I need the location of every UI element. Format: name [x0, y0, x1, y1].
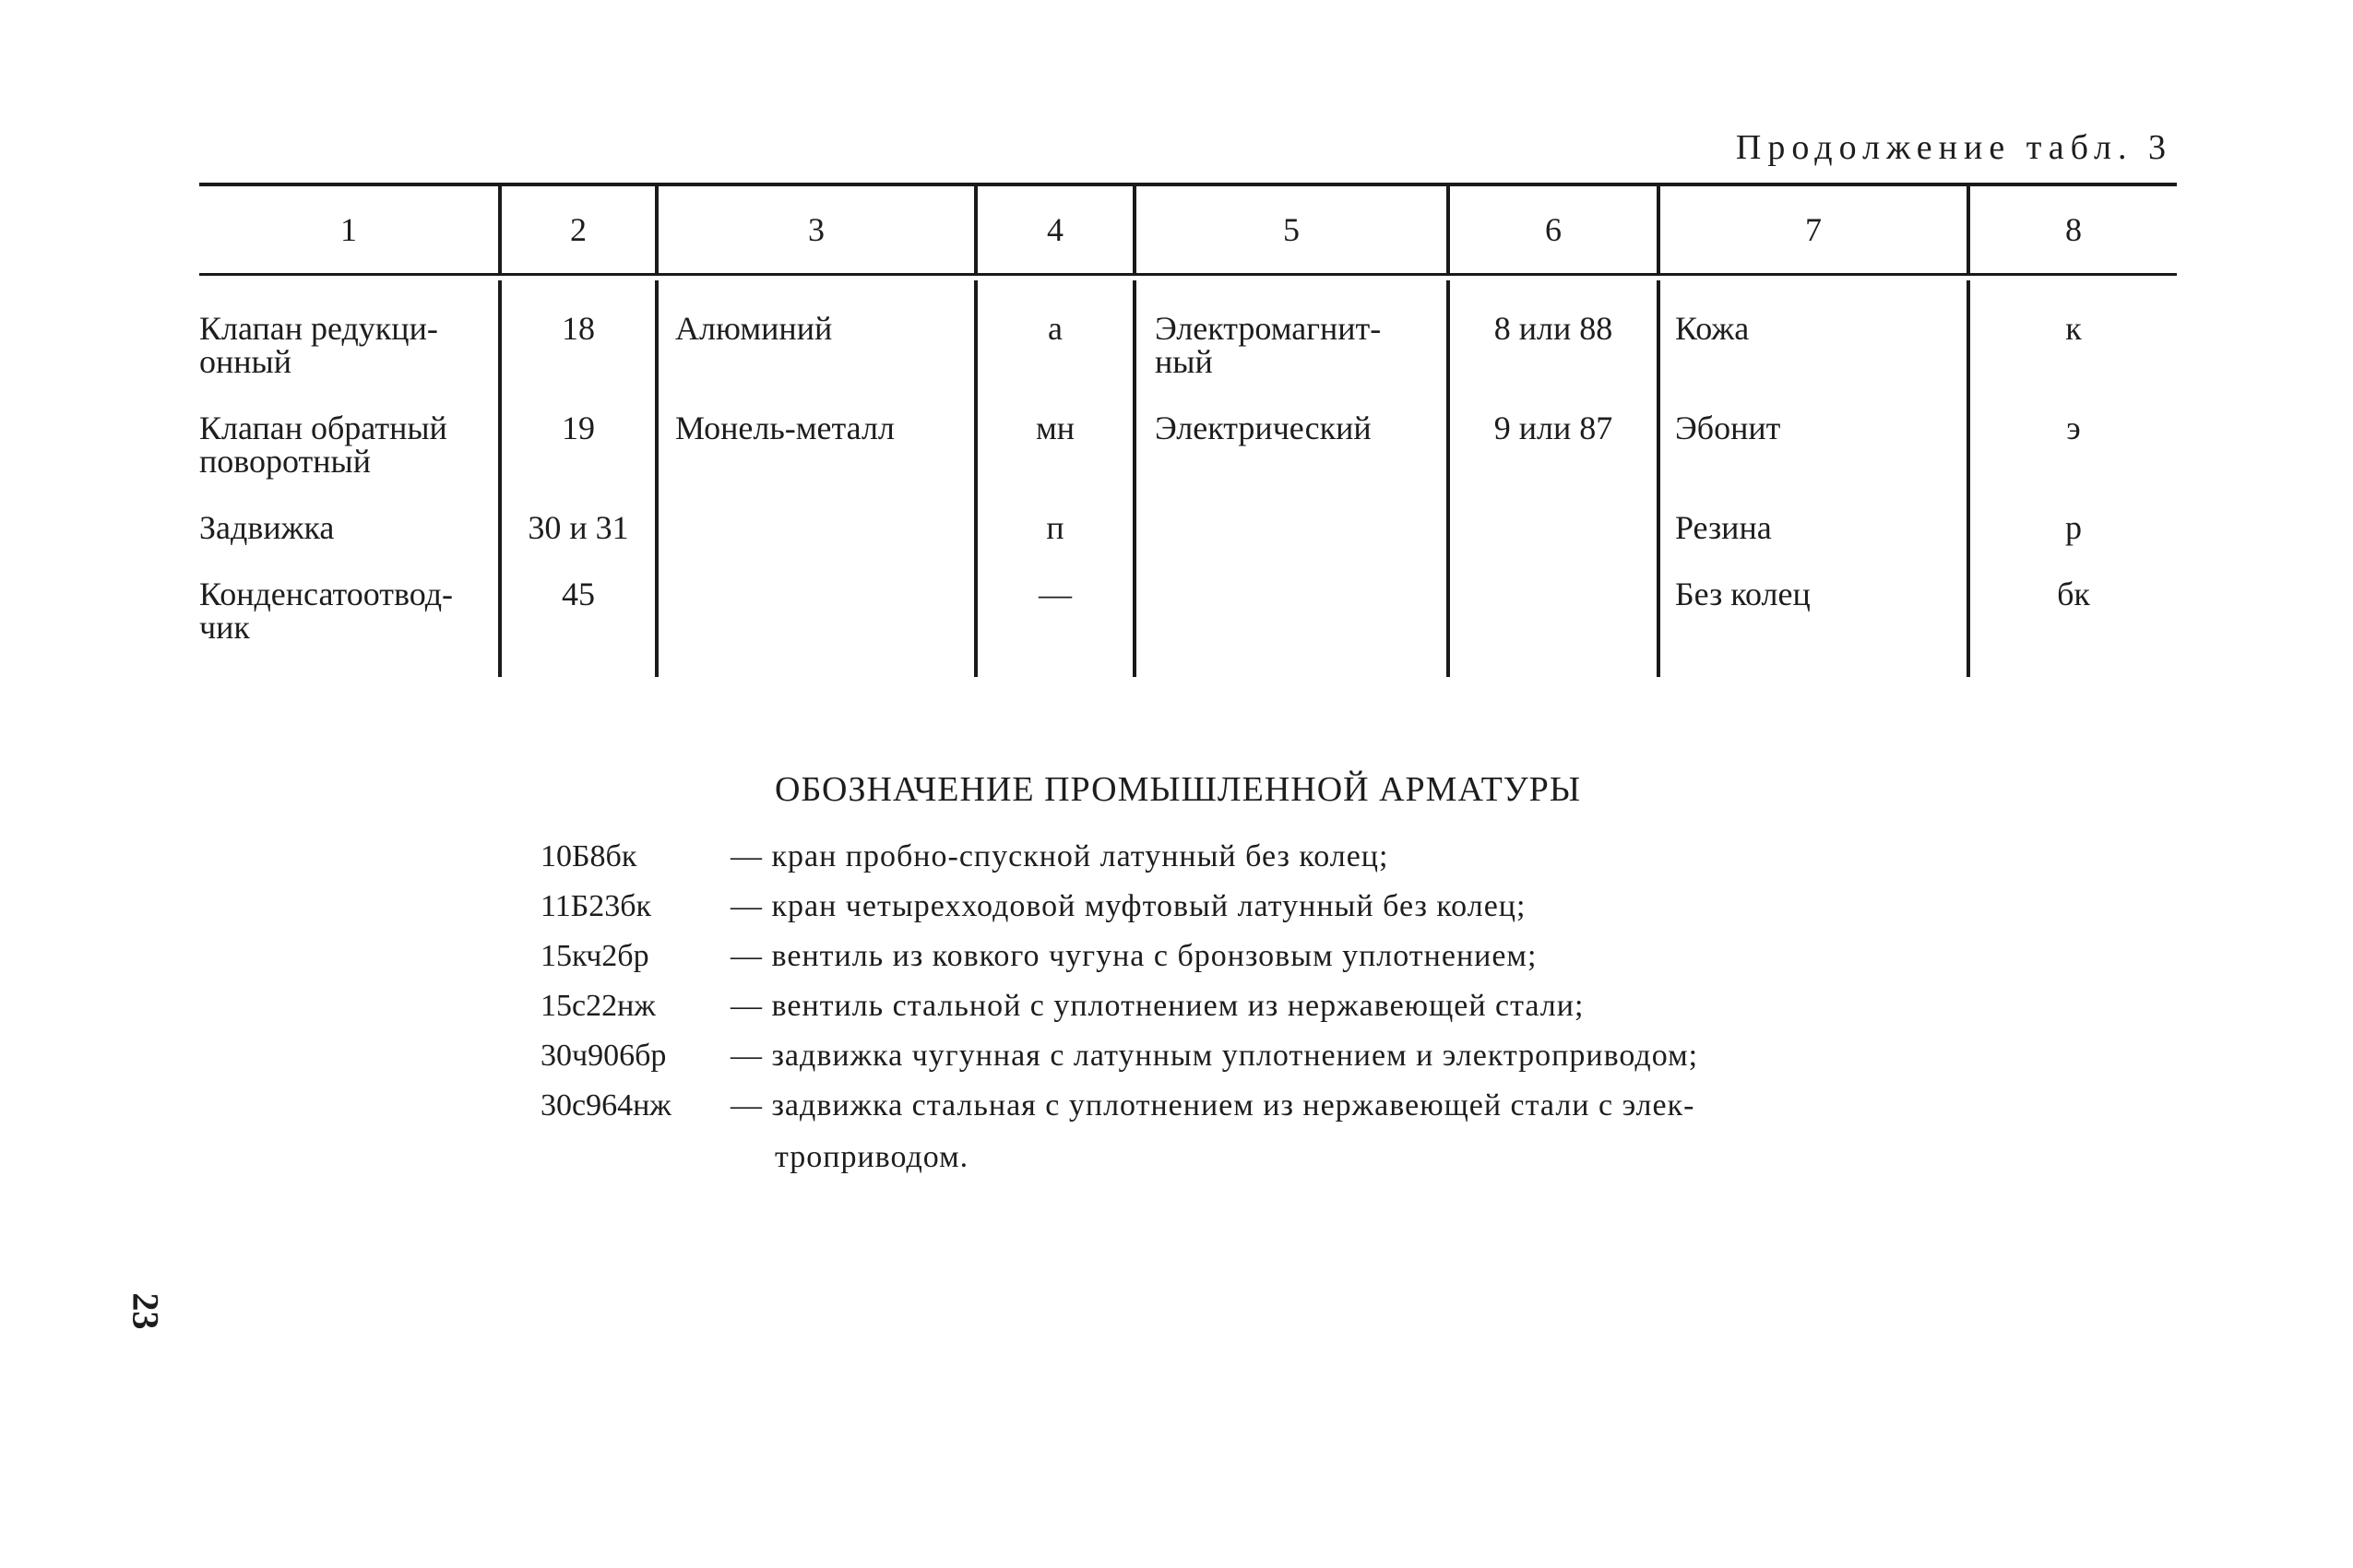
table-cell: Эбонит [1675, 410, 1781, 446]
col-header: 7 [1805, 211, 1822, 248]
table-cell: э [2066, 410, 2081, 446]
table-cell: Клапан редукци- онный [199, 310, 438, 380]
table-cell: Монель-металл [675, 410, 895, 446]
col-header: 4 [1047, 211, 1064, 248]
table-cell: Алюминий [675, 310, 833, 347]
table-cell: Электромагнит- ный [1155, 310, 1382, 380]
table-continuation-label: Продолжение табл. 3 [1735, 128, 2172, 167]
col-separator [1133, 280, 1136, 677]
table-cell: бк [2057, 576, 2090, 612]
table-cell: Кожа [1675, 310, 1750, 347]
spec-table [199, 183, 2177, 677]
table-cell: Резина [1675, 509, 1772, 546]
table-cell: 45 [562, 576, 595, 612]
table-cell: Задвижка [199, 509, 335, 546]
designation-code: 15кч2бр [541, 939, 649, 973]
col-header: 3 [808, 211, 825, 248]
designation-text: — задвижка чугунная с латунным уплотнением и электроприводом; [731, 1039, 1699, 1073]
col-header: 6 [1545, 211, 1562, 248]
designation-text-continuation: троприводом. [775, 1140, 969, 1174]
table-cell: Конденсатоотвод- чик [199, 576, 454, 646]
table-cell: 8 или 88 [1493, 310, 1613, 347]
designation-text: — кран четырехходовой муфтовый латунный без колец; [731, 889, 1527, 923]
table-cell: п [1046, 509, 1064, 546]
table-cell: мн [1035, 410, 1075, 446]
designation-text: — вентиль стальной с уплотнением из нержавеющей стали; [731, 989, 1585, 1023]
table-header-rule [199, 273, 2177, 276]
table-top-rule [199, 183, 2177, 186]
table-cell: 19 [562, 410, 595, 446]
table-cell: Клапан обратный поворотный [199, 410, 447, 480]
table-cell: к [2065, 310, 2082, 347]
designation-code: 30ч906бр [541, 1039, 667, 1073]
col-header: 1 [340, 211, 357, 248]
section-title: ОБОЗНАЧЕНИЕ ПРОМЫШЛЕННОЙ АРМАТУРЫ [775, 770, 1581, 809]
page-number: 23 [125, 1292, 167, 1330]
table-cell: р [2065, 509, 2082, 546]
table-cell: Без колец [1675, 576, 1811, 612]
table-cell: 30 и 31 [528, 509, 629, 546]
designation-code: 11Б23бк [541, 889, 652, 923]
col-header: 5 [1283, 211, 1300, 248]
designation-code: 30с964нж [541, 1088, 671, 1123]
col-separator [655, 280, 659, 677]
designation-text: — вентиль из ковкого чугуна с бронзовым уплотнением; [731, 939, 1538, 973]
col-separator [1657, 280, 1660, 677]
designation-text: — задвижка стальная с уплотнением из нержавеющей стали с элек- [731, 1088, 1695, 1123]
table-cell: 9 или 87 [1493, 410, 1613, 446]
table-cell: а [1048, 310, 1063, 347]
col-header: 8 [2065, 211, 2082, 248]
table-cell: 18 [562, 310, 595, 347]
designation-code: 15с22нж [541, 989, 656, 1023]
designation-text: — кран пробно-спускной латунный без колец; [731, 839, 1389, 873]
col-header: 2 [570, 211, 587, 248]
table-cell: — [1039, 576, 1072, 612]
designation-code: 10Б8бк [541, 839, 637, 873]
table-cell: Электрический [1155, 410, 1372, 446]
